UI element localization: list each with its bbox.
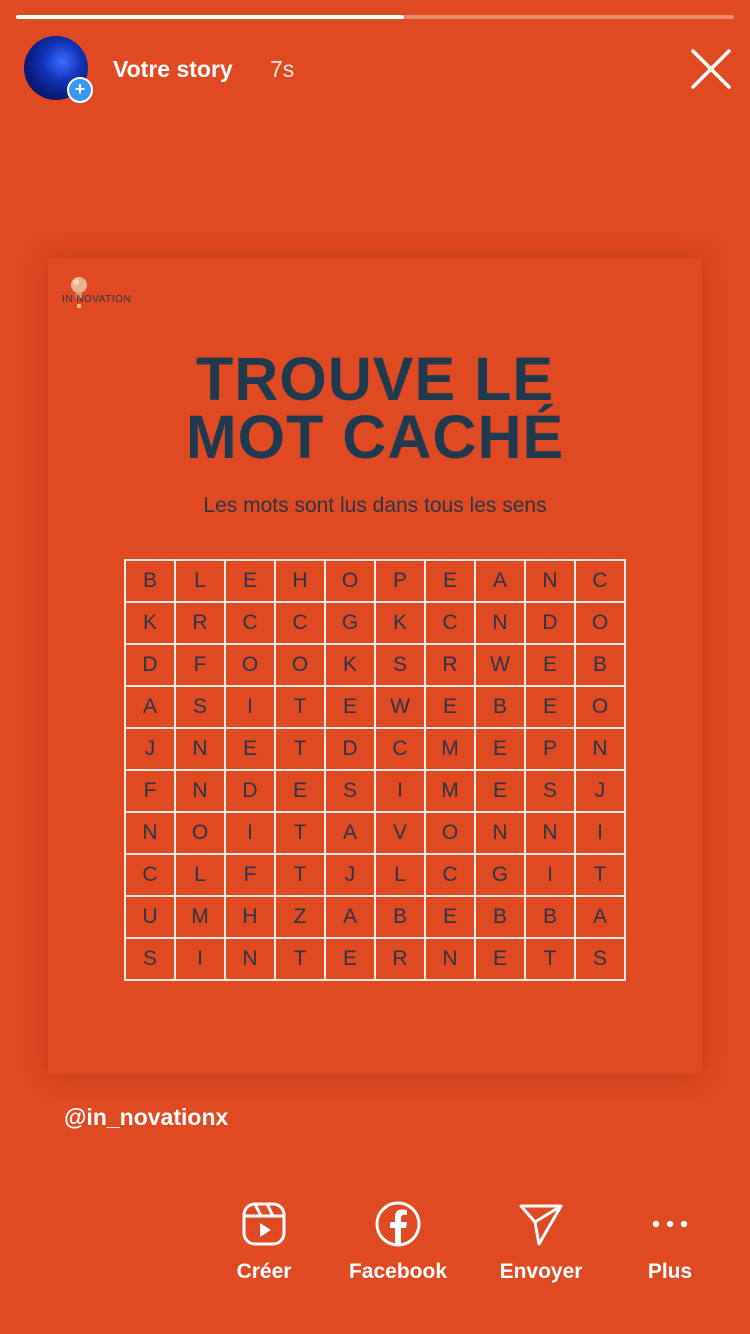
- grid-cell: S: [175, 686, 225, 728]
- story-timestamp: 7s: [270, 56, 295, 82]
- grid-cell: O: [575, 686, 625, 728]
- grid-cell: I: [575, 812, 625, 854]
- grid-cell: N: [525, 560, 575, 602]
- send-icon: [517, 1200, 565, 1248]
- close-button[interactable]: [688, 46, 734, 92]
- grid-row: [125, 686, 625, 728]
- post-title: [48, 345, 702, 471]
- mention-sticker[interactable]: @in_novationx: [64, 1104, 229, 1130]
- grid-cell: D: [325, 728, 375, 770]
- grid-cell: C: [575, 560, 625, 602]
- grid-cell: E: [275, 770, 325, 812]
- grid-cell: I: [525, 854, 575, 896]
- add-story-icon[interactable]: +: [67, 77, 93, 103]
- grid-cell: O: [175, 812, 225, 854]
- more-button[interactable]: [605, 1200, 735, 1284]
- post-subtitle: Les mots sont lus dans tous les sens: [203, 494, 547, 517]
- grid-cell: C: [425, 602, 475, 644]
- grid-cell: W: [475, 644, 525, 686]
- grid-row: [125, 644, 625, 686]
- grid-cell: A: [575, 896, 625, 938]
- grid-row: [125, 728, 625, 770]
- create-button[interactable]: [199, 1200, 329, 1284]
- grid-cell: N: [125, 812, 175, 854]
- grid-cell: B: [475, 896, 525, 938]
- grid-cell: D: [525, 602, 575, 644]
- grid-cell: E: [525, 686, 575, 728]
- grid-cell: L: [175, 560, 225, 602]
- grid-cell: K: [375, 602, 425, 644]
- grid-cell: R: [425, 644, 475, 686]
- grid-cell: B: [375, 896, 425, 938]
- grid-cell: I: [375, 770, 425, 812]
- facebook-icon: [374, 1200, 422, 1248]
- grid-cell: P: [375, 560, 425, 602]
- grid-cell: E: [475, 938, 525, 980]
- grid-cell: A: [325, 812, 375, 854]
- grid-cell: O: [275, 644, 325, 686]
- grid-cell: M: [175, 896, 225, 938]
- grid-cell: G: [475, 854, 525, 896]
- grid-cell: I: [225, 812, 275, 854]
- word-search-grid: [124, 559, 626, 981]
- grid-cell: F: [175, 644, 225, 686]
- grid-cell: H: [225, 896, 275, 938]
- grid-cell: T: [525, 938, 575, 980]
- grid-cell: U: [125, 896, 175, 938]
- facebook-label: Facebook: [348, 1260, 448, 1283]
- grid-cell: O: [425, 812, 475, 854]
- grid-row: [125, 938, 625, 980]
- send-label: Envoyer: [499, 1260, 583, 1283]
- grid-cell: C: [125, 854, 175, 896]
- reels-icon: [240, 1200, 288, 1248]
- grid-cell: C: [375, 728, 425, 770]
- story-progress-bar: [16, 15, 734, 19]
- grid-cell: B: [575, 644, 625, 686]
- grid-cell: E: [425, 896, 475, 938]
- brand-logo-icon: [62, 268, 172, 312]
- grid-cell: E: [525, 644, 575, 686]
- send-button[interactable]: [476, 1200, 606, 1284]
- grid-cell: W: [375, 686, 425, 728]
- brand-name: IN NOVATION: [62, 294, 132, 305]
- grid-cell: E: [425, 686, 475, 728]
- close-icon[interactable]: [688, 46, 734, 92]
- grid-cell: N: [475, 602, 525, 644]
- grid-cell: J: [575, 770, 625, 812]
- grid-cell: B: [525, 896, 575, 938]
- grid-cell: S: [125, 938, 175, 980]
- grid-cell: T: [275, 938, 325, 980]
- grid-cell: E: [425, 560, 475, 602]
- post-title-line-1: TROUVE LE: [195, 345, 555, 413]
- story-title[interactable]: Votre story: [113, 56, 233, 82]
- grid-cell: G: [325, 602, 375, 644]
- grid-cell: N: [175, 728, 225, 770]
- grid-cell: J: [125, 728, 175, 770]
- grid-row: [125, 602, 625, 644]
- grid-cell: L: [375, 854, 425, 896]
- grid-cell: S: [525, 770, 575, 812]
- grid-cell: N: [525, 812, 575, 854]
- grid-cell: P: [525, 728, 575, 770]
- grid-cell: N: [425, 938, 475, 980]
- more-icon: [646, 1200, 694, 1248]
- grid-cell: N: [475, 812, 525, 854]
- grid-cell: D: [125, 644, 175, 686]
- grid-cell: V: [375, 812, 425, 854]
- grid-cell: Z: [275, 896, 325, 938]
- grid-cell: O: [325, 560, 375, 602]
- grid-cell: F: [225, 854, 275, 896]
- more-label: Plus: [647, 1260, 693, 1283]
- grid-cell: C: [275, 602, 325, 644]
- grid-row: [125, 854, 625, 896]
- grid-cell: A: [325, 896, 375, 938]
- grid-cell: R: [175, 602, 225, 644]
- grid-cell: E: [475, 728, 525, 770]
- grid-cell: B: [475, 686, 525, 728]
- grid-row: [125, 770, 625, 812]
- grid-row: [125, 560, 625, 602]
- grid-cell: T: [275, 812, 325, 854]
- grid-cell: E: [475, 770, 525, 812]
- grid-cell: O: [575, 602, 625, 644]
- grid-cell: E: [325, 938, 375, 980]
- grid-cell: E: [225, 560, 275, 602]
- grid-cell: A: [475, 560, 525, 602]
- grid-cell: E: [325, 686, 375, 728]
- story-header: [24, 36, 724, 102]
- grid-cell: E: [225, 728, 275, 770]
- grid-cell: K: [125, 602, 175, 644]
- create-label: Créer: [236, 1260, 292, 1283]
- grid-cell: B: [125, 560, 175, 602]
- grid-cell: L: [175, 854, 225, 896]
- grid-cell: T: [275, 728, 325, 770]
- grid-cell: T: [275, 854, 325, 896]
- grid-cell: T: [275, 686, 325, 728]
- grid-cell: S: [375, 644, 425, 686]
- grid-cell: H: [275, 560, 325, 602]
- grid-cell: F: [125, 770, 175, 812]
- grid-cell: I: [175, 938, 225, 980]
- story-progress-fill: [16, 15, 404, 19]
- grid-cell: S: [575, 938, 625, 980]
- grid-cell: R: [375, 938, 425, 980]
- grid-cell: O: [225, 644, 275, 686]
- grid-cell: C: [225, 602, 275, 644]
- grid-cell: N: [225, 938, 275, 980]
- grid-cell: N: [575, 728, 625, 770]
- grid-cell: N: [175, 770, 225, 812]
- grid-row: [125, 812, 625, 854]
- grid-cell: S: [325, 770, 375, 812]
- post-title-line-2: MOT CACHÉ: [185, 403, 565, 471]
- post-card[interactable]: [48, 258, 702, 1074]
- grid-cell: T: [575, 854, 625, 896]
- grid-cell: K: [325, 644, 375, 686]
- grid-cell: A: [125, 686, 175, 728]
- facebook-button[interactable]: [333, 1200, 463, 1284]
- grid-cell: M: [425, 770, 475, 812]
- grid-cell: I: [225, 686, 275, 728]
- grid-cell: C: [425, 854, 475, 896]
- grid-cell: M: [425, 728, 475, 770]
- grid-cell: J: [325, 854, 375, 896]
- grid-cell: D: [225, 770, 275, 812]
- grid-row: [125, 896, 625, 938]
